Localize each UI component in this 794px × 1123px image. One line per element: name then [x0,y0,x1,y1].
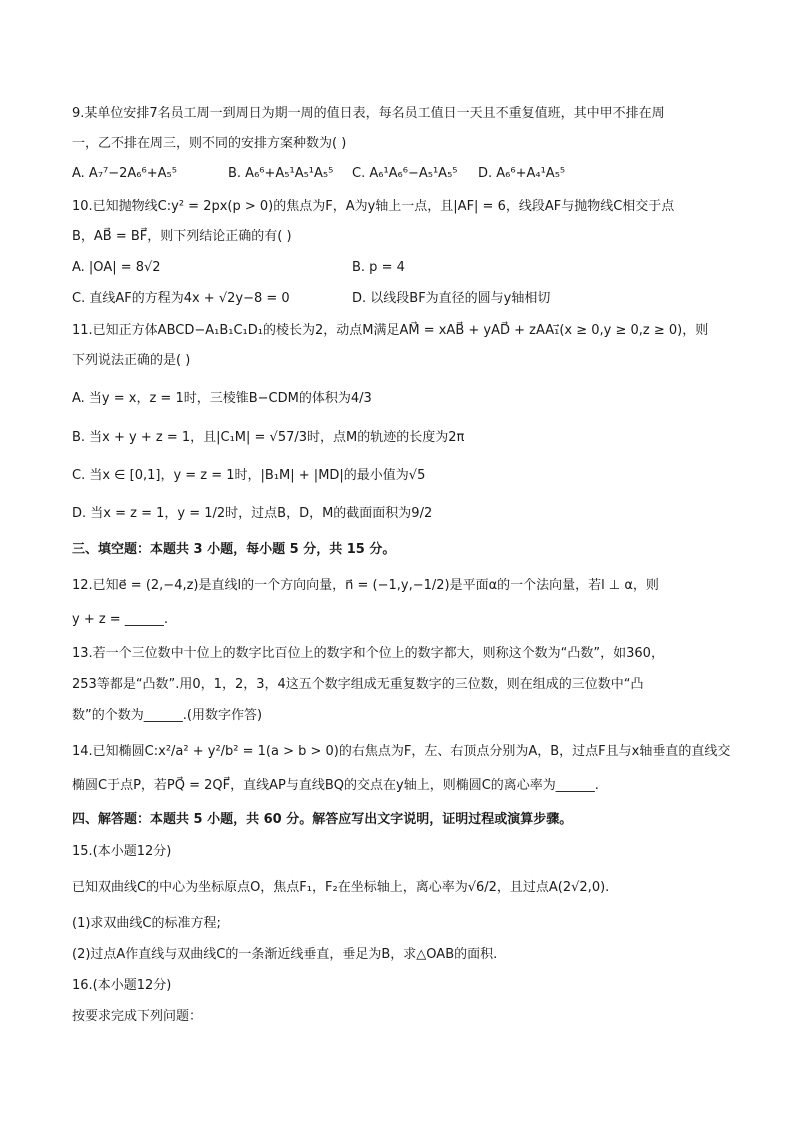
q9-line1: 9.某单位安排7名员工周一到周日为期一周的值日表，每名员工值日一天且不重复值班，其中甲不排在周 [72,106,665,121]
q9-option-a: A. A₇⁷−2A₆⁶+A₅⁵ [72,166,177,181]
q12-line1: 12.已知e⃗ = (2,−4,z)是直线l的一个方向向量，n⃗ = (−1,y,−1/2)是平面α的一个法向量，若l ⊥ α，则 [72,578,659,593]
q14-line2: 椭圆C于点P，若PQ⃗ = 2QF⃗，直线AP与直线BQ的交点在y轴上，则椭圆C的离心率为______. [72,778,599,793]
q11-line1: 11.已知正方体ABCD−A₁B₁C₁D₁的棱长为2，动点M满足AM⃗ = xAB⃗ + yAD⃗ + zAA₁⃗(x ≥ 0,y ≥ 0,z ≥ 0)，则 [72,323,709,338]
q15-part2: (2)过点A作直线与双曲线C的一条渐近线垂直，垂足为B，求△OAB的面积. [72,947,498,962]
q13-line1: 13.若一个三位数中十位上的数字比百位上的数字和个位上的数字都大，则称这个数为“凸数”，如360， [72,646,664,661]
q10-line1: 10.已知抛物线C:y² = 2px(p > 0)的焦点为F，A为y轴上一点，且|AF| = 6，线段AF与抛物线C相交于点 [72,199,675,214]
q13-line3: 数”的个数为______.(用数字作答) [72,708,263,723]
q16-header: 16.(本小题12分) [72,978,172,993]
q10-option-b: B. p = 4 [352,260,405,275]
q10-line2: B，AB⃗ = BF⃗，则下列结论正确的有( ) [72,229,292,244]
q15-line1: 已知双曲线C的中心为坐标原点O，焦点F₁，F₂在坐标轴上，离心率为√6/2，且过点A(2√2,0). [72,880,610,895]
q11-option-c: C. 当x ∈ [0,1]，y = z = 1时，|B₁M| + |MD|的最小值为√5 [72,468,426,483]
q10-option-d: D. 以线段BF为直径的圆与y轴相切 [352,291,551,306]
q11-option-a: A. 当y = x，z = 1时，三棱锥B−CDM的体积为4/3 [72,391,372,406]
q10-option-c: C. 直线AF的方程为4x + √2y−8 = 0 [72,291,290,306]
q13-line2: 253等都是“凸数”.用0，1，2，3，4这五个数字组成无重复数字的三位数，则在组成的三位数中“凸 [72,677,644,692]
q11-option-d: D. 当x = z = 1，y = 1/2时，过点B，D，M的截面面积为9/2 [72,506,433,521]
q15-part1: (1)求双曲线C的标准方程; [72,916,221,931]
q15-header: 15.(本小题12分) [72,844,172,859]
q11-line2: 下列说法正确的是( ) [72,353,191,368]
q9-option-d: D. A₆⁶+A₄¹A₅⁵ [478,166,566,181]
q12-line2: y + z = ______. [72,612,168,627]
q9-line2: 一，乙不排在周三，则不同的安排方案种数为( ) [72,136,347,151]
q9-option-c: C. A₆¹A₆⁶−A₅¹A₅⁵ [352,166,458,181]
section-heading-answers: 四、解答题：本题共 5 小题，共 60 分。解答应写出文字说明，证明过程或演算步骤。 [72,812,573,827]
q9-option-b: B. A₆⁶+A₅¹A₅¹A₅⁵ [228,166,334,181]
q11-option-b: B. 当x + y + z = 1，且|C₁M| = √57/3时，点M的轨迹的长度为2π [72,430,465,445]
q16-line1: 按要求完成下列问题： [72,1009,203,1024]
q10-option-a: A. |OA| = 8√2 [72,260,161,275]
section-heading-fill-in: 三、填空题：本题共 3 小题，每小题 5 分，共 15 分。 [72,542,396,557]
q14-line1: 14.已知椭圆C:x²/a² + y²/b² = 1(a > b > 0)的右焦点为F，左、右顶点分别为A，B，过点F且与x轴垂直的直线交 [72,744,731,759]
